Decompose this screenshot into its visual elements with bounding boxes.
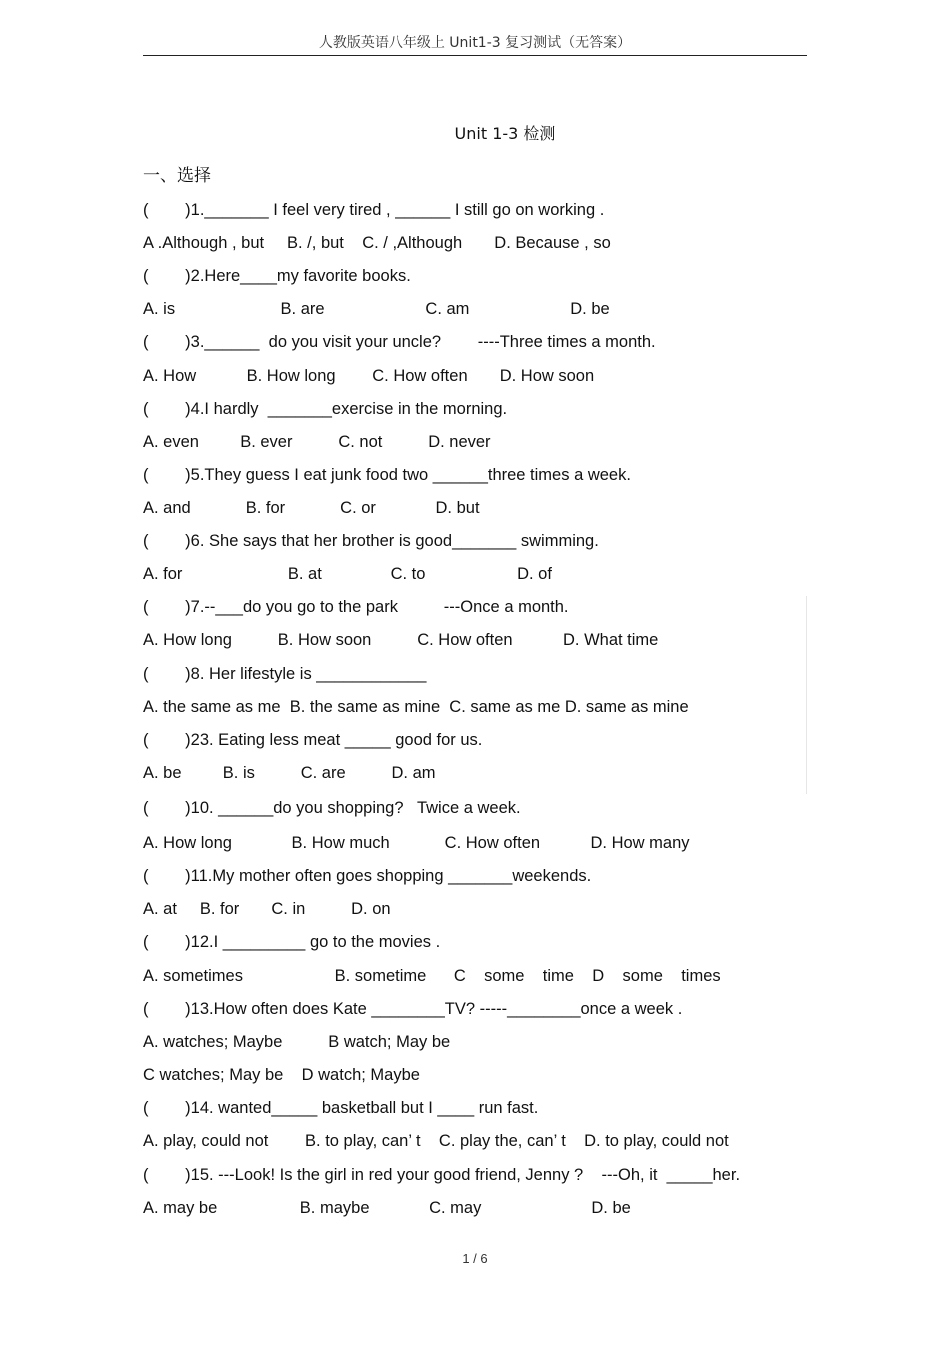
options-line: A. even B. ever C. not D. never: [143, 433, 491, 451]
question-line: ( )6. She says that her brother is good_______ swimming.: [143, 532, 599, 550]
question-line: ( )5.They guess I eat junk food two ______three times a week.: [143, 466, 631, 484]
question-line: ( )7.--___do you go to the park ---Once a month.: [143, 598, 569, 616]
question-line: ( )13.How often does Kate ________TV? -----________once a week .: [143, 1000, 683, 1018]
question-line: ( )4.I hardly _______exercise in the morning.: [143, 400, 508, 418]
options-line: A. How B. How long C. How often D. How soon: [143, 367, 595, 385]
question-line: ( )14. wanted_____ basketball but I ____ run fast.: [143, 1099, 539, 1117]
page-title: Unit 1-3 检测: [454, 124, 556, 143]
options-line: A. watches; Maybe B watch; May be: [143, 1033, 451, 1051]
question-line: ( )8. Her lifestyle is ____________: [143, 665, 427, 683]
options-line: A. at B. for C. in D. on: [143, 900, 391, 918]
question-line: ( )2.Here____my favorite books.: [143, 267, 411, 285]
question-line: ( )1._______ I feel very tired , ______ I still go on working .: [143, 201, 605, 219]
margin-rule: [806, 596, 807, 794]
page-header: 人教版英语八年级上 Unit1-3 复习测试（无答案）: [318, 35, 632, 51]
options-line: A. may be B. maybe C. may D. be: [143, 1199, 631, 1217]
options-line: A. How long B. How much C. How often D. How many: [143, 834, 690, 852]
options-line: C watches; May be D watch; Maybe: [143, 1066, 420, 1084]
question-line: ( )23. Eating less meat _____ good for us.: [143, 731, 483, 749]
options-line: A. and B. for C. or D. but: [143, 499, 480, 517]
question-line: ( )10. ______do you shopping? Twice a week.: [143, 799, 521, 817]
question-line: ( )15. ---Look! Is the girl in red your good friend, Jenny ? ---Oh, it _____her.: [143, 1166, 741, 1184]
options-line: A. How long B. How soon C. How often D. What time: [143, 631, 659, 649]
options-line: A. be B. is C. are D. am: [143, 764, 436, 782]
options-line: A. for B. at C. to D. of: [143, 565, 552, 583]
header-rule: [143, 55, 807, 56]
options-line: A. the same as me B. the same as mine C. same as me D. same as mine: [143, 698, 689, 716]
options-line: A. sometimes B. sometime C some time D some times: [143, 967, 721, 985]
question-line: ( )12.I _________ go to the movies .: [143, 933, 441, 951]
question-line: ( )11.My mother often goes shopping _______weekends.: [143, 867, 592, 885]
options-line: A .Although , but B. /, but C. / ,Although D. Because , so: [143, 234, 611, 252]
options-line: A. play, could not B. to play, can’ t C. play the, can’ t D. to play, could not: [143, 1132, 729, 1150]
page-number: 1 / 6: [462, 1251, 488, 1266]
options-line: A. is B. are C. am D. be: [143, 300, 610, 318]
section-heading: 一、选择: [143, 166, 211, 186]
question-line: ( )3.______ do you visit your uncle? ----Three times a month.: [143, 333, 656, 351]
